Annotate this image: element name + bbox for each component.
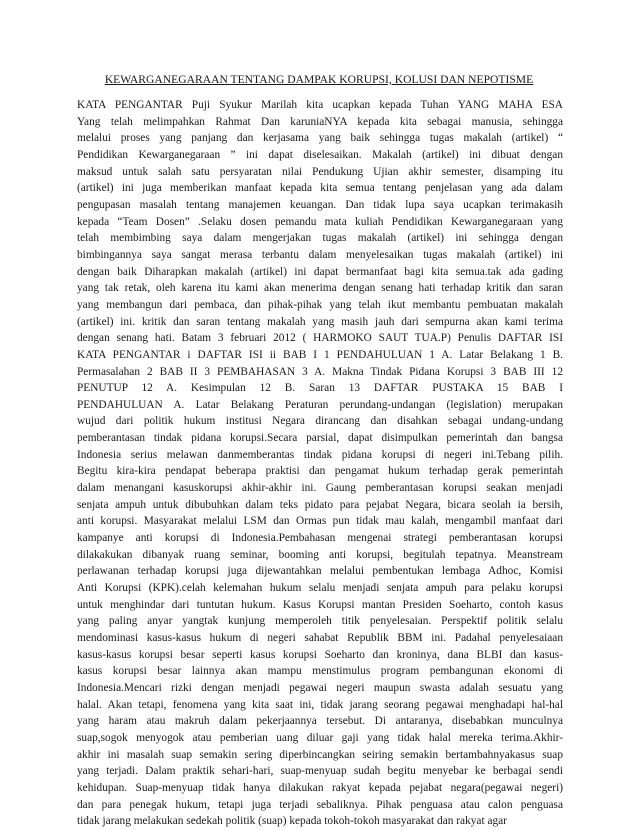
body-line: (artikel) ini juga memberikan manfaat kepada kita semua tentang penjelasan yang ada dalam xyxy=(77,182,563,195)
body-line: kampanye anti korupsi di Indonesia.Pembahasan mengenai strategi pemberantasan korupsi xyxy=(77,532,563,545)
body-line: Indonesia serius melawan danmemberantas tindak pidana korupsi di negeri ini.Tebang pilih. xyxy=(77,448,563,461)
body-line: anti korupsi. Masyarakat melalui LSM dan Ormas pun tidak mau kalah, mengambil manfaat dari xyxy=(77,515,563,528)
document-body xyxy=(77,97,563,830)
body-line: Pendidikan Kewarganegaraan ” ini dapat diselesaikan. Makalah (artikel) ini dibuat dengan xyxy=(77,148,563,161)
body-line: KATA PENGANTAR Puji Syukur Marilah kita ucapkan kepada Tuhan YANG MAHA ESA xyxy=(77,99,563,111)
body-line: (artikel) ini. kritik dan saran tentang makalah yang masih jauh dari sempurna akan kami terima xyxy=(77,315,563,328)
body-line: yang membangun dari pembaca, dan pihak-pihak yang telah ikut membantu pembuatan makalah xyxy=(77,298,563,311)
body-line: Anti Korupsi (KPK).celah kelemahan hukum selalu menjadi senjata ampuh para pelaku korupsi xyxy=(77,582,563,595)
body-line: PENDAHULUAN A. Latar Belakang Peraturan perundang-undangan (legislation) merupakan xyxy=(77,398,563,411)
body-line: Begitu kira-kira pendapat beberapa praktisi dan pengamat hukum terhadap gerak pemerintah xyxy=(77,465,563,478)
body-line: yang tak retak, oleh karena itu kami akan menerima dengan senang hati terhadap kritik dan saran xyxy=(77,282,563,295)
body-line: dan para penegak hukum, tetapi juga terjadi sebaliknya. Pihak penguasa atau calon penguasa xyxy=(77,798,563,811)
body-line: kasus korupsi besar lainnya akan mampu menstimulus program pembangunan ekonomi di xyxy=(77,665,563,678)
body-line: senjata ampuh untuk dibubuhkan dalam teks pidato para pejabat Negara, bicara seolah ia bersih, xyxy=(77,498,563,511)
body-line: halal. Akan tetapi, fenomena yang kita saat ini, tidak jarang seorang pegawai menghadapi hal-hal xyxy=(77,698,563,711)
body-line: akhir ini masalah suap semakin sering diperbincangkan seiring semakin bertambahnyakasus suap xyxy=(77,748,563,761)
body-line: untuk menghindar dari tuntutan hukum. Kasus Korupsi mantan Presiden Soeharto, contoh kasus xyxy=(77,598,563,611)
body-line: mendominasi kasus-kasus hukum di negeri sahabat Republik BBM ini. Padahal penyelesaiaan xyxy=(77,632,563,644)
body-line: yang paling anyar yangtak kunjung memperoleh titik penyelesaian. Perspektif politik selalu xyxy=(77,615,563,628)
body-line: kasus-kasus korupsi besar seperti kasus korupsi Soeharto dan kroninya, dana BLBI dan kasus- xyxy=(77,648,563,661)
body-line: Permasalahan 2 BAB II 3 PEMBAHASAN 3 A. Makna Tindak Pidana Korupsi 3 BAB III 12 xyxy=(77,365,563,378)
body-line: wujud dari politik hukum institusi Negara dirancang dan disahkan sebagai undang-undang xyxy=(77,415,563,428)
body-line: dengan baik Diharapkan makalah (artikel) ini dapat bermanfaat bagi kita semua.tak ada gading xyxy=(77,265,563,278)
body-line: bimbingannya saya sangat merasa terbantu dalam menyelesaikan tugas makalah (artikel) ini xyxy=(77,248,563,261)
document-title: KEWARGANEGARAAN TENTANG DAMPAK KORUPSI, KOLUSI DAN NEPOTISME xyxy=(104,73,534,86)
body-line: suap,sogok menyogok atau pemberian uang diluar gaji yang tidak halal mereka terima.Akhir- xyxy=(77,731,563,744)
body-line: melalui proses yang panjang dan kerjasama yang baik sehingga tugas makalah (artikel) “ xyxy=(77,132,563,145)
body-line: perlawanan terhadap korupsi juga dijewantahkan melalui pembentukan lembaga Adhoc, Komisi xyxy=(77,565,563,578)
body-line: kehidupan. Suap-menyuap tidak hanya dilakukan rakyat kepada pejabat negara(pegawai negeri) xyxy=(77,781,563,794)
body-line: dalam menangani kasuskorupsi akhir-akhir ini. Gaung pemberantasan korupsi seakan menjadi xyxy=(77,482,563,495)
body-line: maksud untuk salah satu persyaratan nilai Pendukung Ujian akhir semester, disamping itu xyxy=(77,165,563,178)
body-line: telah membimbing saya dalam mengerjakan tugas makalah (artikel) ini sehingga dengan xyxy=(77,232,563,245)
body-line: pemberantasan tindak pidana korupsi.Secara parsial, dapat disimpulkan pemerintah dan bangsa xyxy=(77,432,563,445)
body-line: yang haram atau makruh dalam pekerjaannya tersebut. Di antaranya, disebabkan munculnya xyxy=(77,715,563,728)
body-line: kepada “Team Dosen” .Selaku dosen pemandu mata kuliah Pendidikan Kewarganegaraan yang xyxy=(77,215,563,228)
body-line: Indonesia.Mencari rizki dengan menjadi pegawai negeri maupun swasta adalah sesuatu yang xyxy=(77,681,563,694)
body-line: tidak jarang melakukan sedekah politik (suap) kepada tokoh-tokoh masyarakat dan rakyat agar xyxy=(77,815,507,828)
body-line: PENUTUP 12 A. Kesimpulan 12 B. Saran 13 DAFTAR PUSTAKA 15 BAB I xyxy=(77,382,563,395)
body-line: dilakakukan dibanyak ruang seminar, booming anti korupsi, begitulah tepatnya. Meanstream xyxy=(77,548,563,561)
body-line: pengupasan masalah tentang manajemen keuangan. Dan tidak lupa saya ucapkan terimakasih xyxy=(77,198,563,211)
body-line: KATA PENGANTAR i DAFTAR ISI ii BAB I 1 PENDAHULUAN 1 A. Latar Belakang 1 B. xyxy=(77,348,563,361)
body-line: Yang telah melimpahkan Rahmat Dan karuniaNYA kepada kita sebagai manusia, sehingga xyxy=(77,115,563,128)
body-line: yang terjadi. Dalam praktik sehari-hari, suap-menyuap sudah begitu menyebar ke berbagai sendi xyxy=(77,765,563,778)
body-line: dengan senang hati. Batam 3 februari 2012 ( HARMOKO SAUT TUA.P) Penulis DAFTAR ISI xyxy=(77,332,563,345)
